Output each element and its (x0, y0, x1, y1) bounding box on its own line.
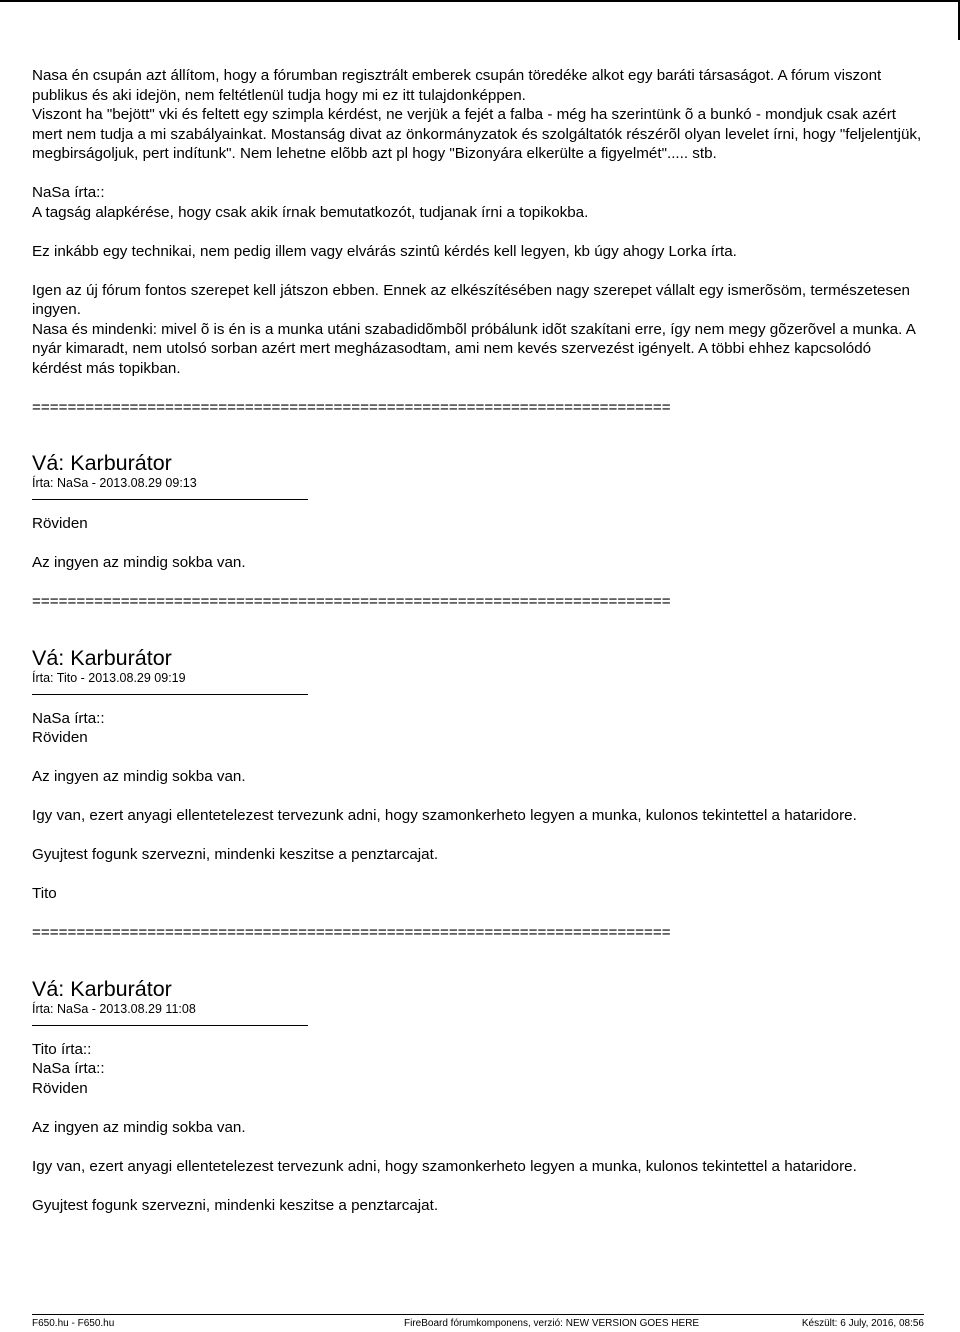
intro-paragraph-1: Nasa én csupán azt állítom, hogy a fórumban regisztrált emberek csupán töredéke alkot egy baráti társaságot. A fórum viszont publikus és aki idejön, nem feltétlenül tudja hogy mi ez itt tulajdonképpen. (32, 67, 882, 104)
document-content (32, 66, 924, 1215)
post-title: Vá: Karburátor (32, 645, 172, 670)
post-text: Az ingyen az mindig sokba van. (32, 1118, 246, 1136)
reply-text: Nasa és mindenki: mivel õ is én is a munka utáni szabadidõmbõl próbálunk idõt szakítani erre, így nem megy gõzerõvel a munka. A nyár kimaradt, nem utolsó sorban azért mert megházasodtam, ami nem kevés szervezést igényelt. A többi ehhez kapcsolódó kérdést más topikban. (32, 320, 916, 377)
post (32, 450, 924, 612)
post-text: Igy van, ezert anyagi ellentetelezest tervezunk adni, hogy szamonkerheto legyen a munka, kulonos tekintettel a hataridore. (32, 1157, 857, 1175)
reply-text: Igen az új fórum fontos szerepet kell játszon ebben. Ennek az elkészítésében nagy szerepet vállalt egy ismerõsöm, természetesen ingyen. (32, 281, 910, 318)
top-border (0, 0, 960, 2)
post-text: Az ingyen az mindig sokba van. (32, 554, 246, 571)
quote-author: NaSa írta:: (32, 1060, 105, 1077)
quote-author: Tito írta:: (32, 1040, 92, 1058)
post-text: Tito (32, 885, 57, 902)
footer-component: FireBoard fórumkomponens, verzió: NEW VERSION GOES HERE (404, 1318, 700, 1329)
intro-paragraph-2: Viszont ha "bejött" vki és feltett egy szimpla kérdést, ne verjük a fejét a falba - még ha szerintünk õ a bunkó - mondjuk csak azért mert nem tudja a mi szabályainkat. Mostanság divat az önkormányzatok és szolgáltatók részérõl olyan levelet írni, hogy "feljelentjük, megbirságoljuk, pert indítunk". Nem lehetne elõbb azt pl hogy "Bizonyára elkerülte a figyelmét"..... stb. (32, 106, 922, 162)
separator: ======================================================================== (32, 593, 671, 610)
post (32, 645, 924, 943)
separator: ======================================================================== (32, 924, 671, 941)
quote-text: A tagság alapkérése, hogy csak akik írnak bemutatkozót, tudjanak írni a topikokba. (32, 203, 589, 221)
post-text: Az ingyen az mindig sokba van. (32, 768, 246, 785)
footer-site: F650.hu - F650.hu (32, 1318, 115, 1329)
post-title: Vá: Karburátor (32, 976, 172, 1001)
post-meta: Írta: Tito - 2013.08.29 09:19 (32, 670, 186, 685)
post-text: Röviden (32, 1079, 88, 1097)
post (32, 976, 924, 1216)
separator: ======================================================================== (32, 398, 671, 416)
post-text: Gyujtest fogunk szervezni, mindenki keszitse a penztarcajat. (32, 846, 439, 863)
post-meta: Írta: NaSa - 2013.08.29 09:13 (32, 476, 197, 490)
quote-author: NaSa írta:: (32, 184, 105, 201)
post-meta: Írta: NaSa - 2013.08.29 11:08 (32, 1001, 196, 1016)
post-text: Igy van, ezert anyagi ellentetelezest tervezunk adni, hogy szamonkerheto legyen a munka, kulonos tekintettel a hataridore. (32, 807, 857, 824)
post-text: Röviden (32, 729, 88, 746)
post-text: Gyujtest fogunk szervezni, mindenki keszitse a penztarcajat. (32, 1196, 439, 1214)
quote-author: NaSa írta:: (32, 709, 105, 727)
post-text: Röviden (32, 515, 88, 532)
reply-text: Ez inkább egy technikai, nem pedig illem vagy elvárás szintû kérdés kell legyen, kb úgy ahogy Lorka írta. (32, 242, 737, 260)
footer-generated: Készült: 6 July, 2016, 08:56 (801, 1318, 924, 1329)
footer-divider (32, 1314, 924, 1315)
post-title: Vá: Karburátor (32, 451, 172, 475)
